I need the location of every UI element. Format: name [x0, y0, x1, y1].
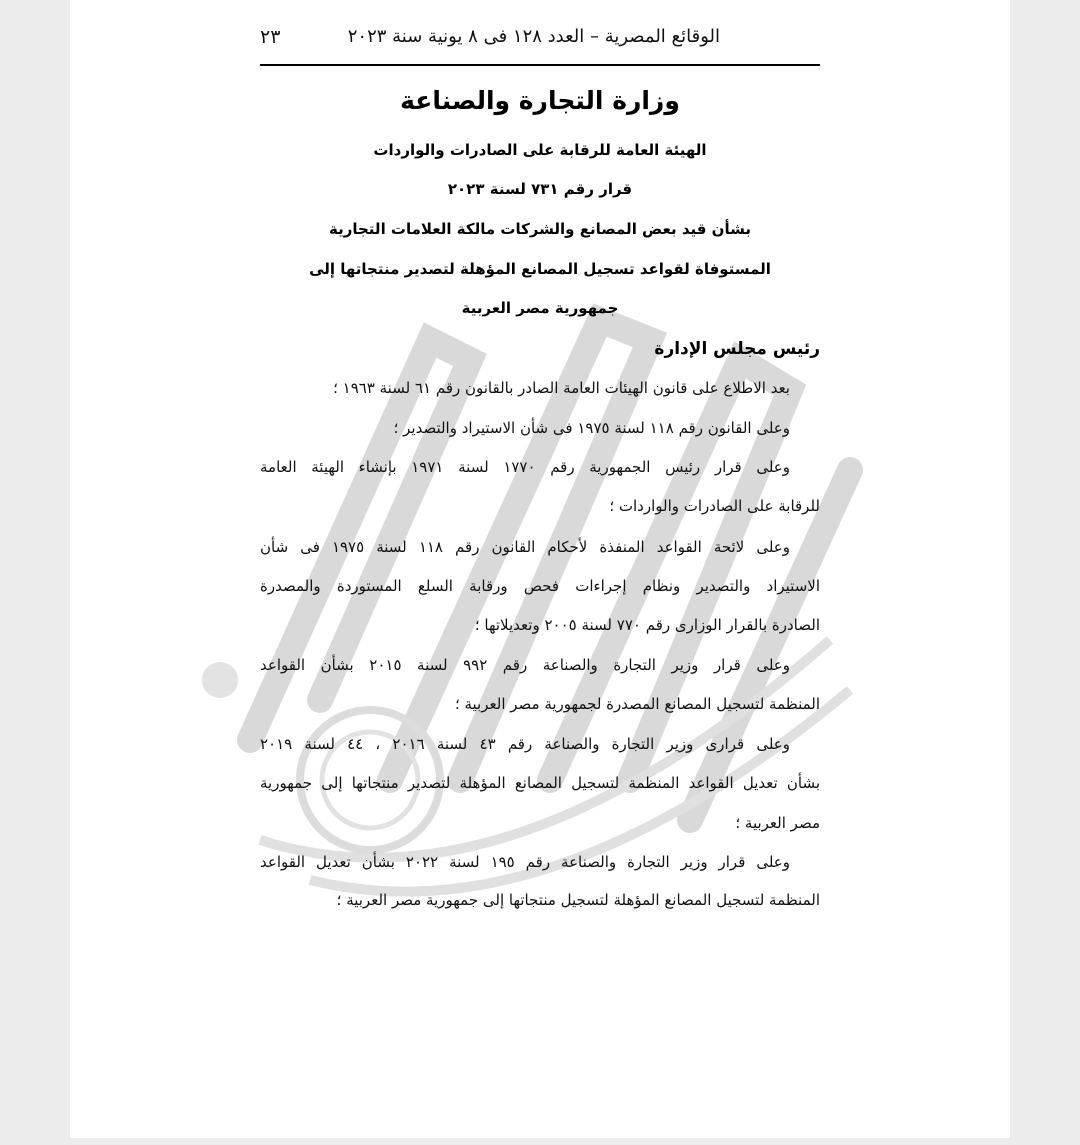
body-line: بعد الاطلاع على قانون الهيئات العامة الصادر بالقانون رقم ٦١ لسنة ١٩٦٣ ؛ [333, 379, 790, 397]
section-title: رئيس مجلس الإدارة [654, 339, 820, 359]
decree-subject-line: بشأن قيد بعض المصانع والشركات مالكة العلامات التجارية [329, 220, 751, 238]
authority-name: الهيئة العامة للرقابة على الصادرات والواردات [373, 141, 707, 159]
body-line: وعلى قرارى وزير التجارة والصناعة رقم ٤٣ لسنة ٢٠١٦ ، ٤٤ لسنة ٢٠١٩ [260, 735, 790, 753]
body-line: وعلى القانون رقم ١١٨ لسنة ١٩٧٥ فى شأن الاستيراد والتصدير ؛ [393, 419, 790, 437]
body-line: وعلى قرار رئيس الجمهورية رقم ١٧٧٠ لسنة ١٩٧١ بإنشاء الهيئة العامة [260, 458, 790, 476]
body-line: بشأن تعديل القواعد المنظمة لتسجيل المصانع المؤهلة لتصدير منتجاتها إلى جمهورية [260, 774, 820, 792]
body-line: وعلى قرار وزير التجارة والصناعة رقم ٩٩٢ لسنة ٢٠١٥ بشأن القواعد [260, 656, 790, 674]
body-line: المنظمة لتسجيل المصانع المؤهلة لتسجيل منتجاتها إلى جمهورية مصر العربية ؛ [336, 891, 820, 909]
ministry-title: وزارة التجارة والصناعة [400, 86, 680, 115]
document-page [70, 0, 1010, 1138]
decree-subject-line: جمهورية مصر العربية [461, 299, 619, 317]
body-line: وعلى لائحة القواعد المنفذة لأحكام القانون رقم ١١٨ لسنة ١٩٧٥ فى شأن [260, 538, 790, 556]
decree-number: قرار رقم ٧٣١ لسنة ٢٠٢٣ [447, 180, 633, 198]
gazette-issue-title: الوقائع المصرية – العدد ١٢٨ فى ٨ يونية سنة ٢٠٢٣ [347, 26, 720, 47]
body-line: مصر العربية ؛ [735, 814, 820, 832]
decree-subject-line: المستوفاة لقواعد تسجيل المصانع المؤهلة لتصدير منتجاتها إلى [309, 260, 771, 278]
gazette-header [260, 24, 820, 66]
body-line: وعلى قرار وزير التجارة والصناعة رقم ١٩٥ لسنة ٢٠٢٢ بشأن تعديل القواعد [260, 853, 790, 871]
body-line: للرقابة على الصادرات والواردات ؛ [609, 497, 820, 515]
page-number: ٢٣ [260, 26, 281, 48]
body-line: الاستيراد والتصدير ونظام إجراءات فحص ورقابة السلع المستوردة والمصدرة [260, 577, 820, 595]
body-line: المنظمة لتسجيل المصانع المصدرة لجمهورية مصر العربية ؛ [454, 695, 820, 713]
body-line: الصادرة بالقرار الوزارى رقم ٧٧٠ لسنة ٢٠٠٥ وتعديلاتها ؛ [474, 616, 820, 634]
